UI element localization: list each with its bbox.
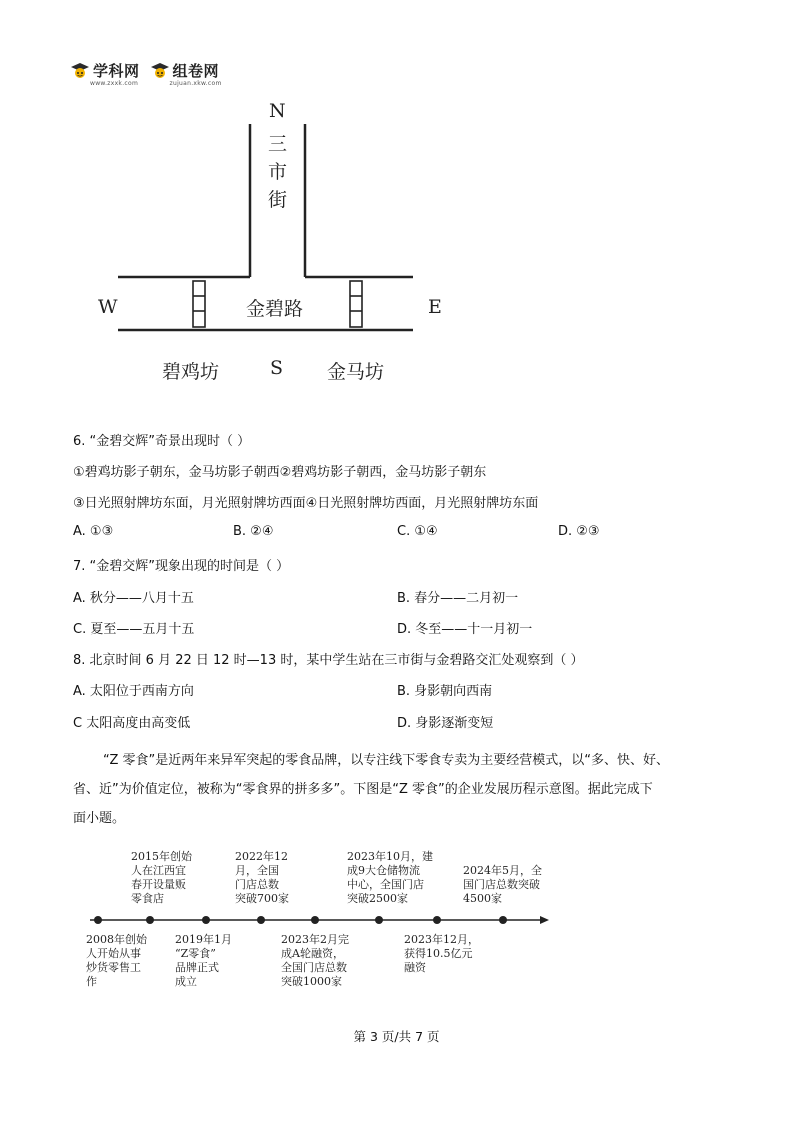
event-2022: 2022年12 月，全国 门店总数 突破700家 <box>235 850 289 905</box>
timeline-dot-2019 <box>202 916 210 924</box>
passage-line-1: “Z 零食”是近两年来异军突起的零食品牌，以专注线下零食专卖为主要经营模式，以“多、快、好、 <box>103 753 670 768</box>
q8-option-b[interactable]: B. 身影朝向西南 <box>397 684 493 699</box>
q6-option-c[interactable]: C. ①④ <box>397 524 438 539</box>
event-2023-12: 2023年12月， 获得10.5亿元 融资 <box>404 933 479 974</box>
event-2015: 2015年创始 人在江西宜 春开设量贩 零食店 <box>131 850 192 905</box>
passage-line-2: 省、近”为价值定位，被称为“零食界的拼多多”。下图是“Z 零食”的企业发展历程示意图。据此完成下 <box>73 782 653 797</box>
timeline-dot-2024-05 <box>499 916 507 924</box>
q7-stem: 7. “金碧交辉”现象出现的时间是（ ） <box>73 559 290 574</box>
q6-statement-2: ③日光照射牌坊东面，月光照射牌坊西面④日光照射牌坊西面，月光照射牌坊东面 <box>73 496 539 511</box>
q8-option-d[interactable]: D. 身影逐渐变短 <box>397 716 494 731</box>
logo1-sub: www.zxxk.com <box>90 80 139 87</box>
timeline-dot-2023-12 <box>433 916 441 924</box>
west-label: W <box>98 296 118 318</box>
timeline-figure <box>0 840 793 1000</box>
page-number: 第 3 页/共 7 页 <box>353 1029 440 1044</box>
q6-option-d[interactable]: D. ②③ <box>558 524 600 539</box>
q7-option-d[interactable]: D. 冬至——十一月初一 <box>397 622 533 637</box>
q8-option-c[interactable]: C 太阳高度由高变低 <box>73 716 191 731</box>
q7-option-c[interactable]: C. 夏至——五月十五 <box>73 622 195 637</box>
q6-option-b[interactable]: B. ②④ <box>233 524 274 539</box>
bichi-arch-shape <box>193 281 205 327</box>
logo2-text: 组卷网 <box>172 62 220 80</box>
passage <box>73 746 723 833</box>
east-label: E <box>428 296 442 318</box>
bichi-arch-label: 碧鸡坊 <box>162 361 220 383</box>
street-map <box>0 0 793 400</box>
jinma-arch-label: 金马坊 <box>327 361 385 383</box>
timeline-dot-2008 <box>94 916 102 924</box>
q6-option-a[interactable]: A. ①③ <box>73 524 114 539</box>
street-lines <box>0 0 793 400</box>
timeline-dot-2023-02 <box>311 916 319 924</box>
passage-line-3: 面小题。 <box>73 811 126 826</box>
q6-statement-1: ①碧鸡坊影子朝东，金马坊影子朝西②碧鸡坊影子朝西，金马坊影子朝东 <box>73 465 487 480</box>
event-2023-10: 2023年10月，建 成9大仓储物流 中心，全国门店 突破2500家 <box>347 850 433 905</box>
logo2-sub: zujuan.xkw.com <box>169 80 222 87</box>
south-label: S <box>270 357 284 379</box>
q7-option-a[interactable]: A. 秋分——八月十五 <box>73 591 194 606</box>
timeline-dot-2023-10 <box>375 916 383 924</box>
q8-option-a[interactable]: A. 太阳位于西南方向 <box>73 684 194 699</box>
street-name-label: 三市街 <box>268 133 288 211</box>
event-2008: 2008年创始 人开始从事 炒货零售工 作 <box>86 933 147 988</box>
jinma-arch-shape <box>350 281 362 327</box>
q6-stem: 6. “金碧交辉”奇景出现时（ ） <box>73 434 251 449</box>
q7-option-b[interactable]: B. 春分——二月初一 <box>397 591 519 606</box>
north-label: N <box>269 100 286 122</box>
timeline-dot-2022 <box>257 916 265 924</box>
road-name-label: 金碧路 <box>246 298 304 320</box>
timeline-dot-2015 <box>146 916 154 924</box>
event-2019: 2019年1月 “Z零食” 品牌正式 成立 <box>175 933 232 988</box>
q8-stem: 8. 北京时间 6 月 22 日 12 时—13 时，某中学生站在三市街与金碧路交汇处观察到（ ） <box>73 653 584 668</box>
event-2023-02: 2023年2月完 成A轮融资， 全国门店总数 突破1000家 <box>281 933 349 988</box>
logo1-text: 学科网 <box>93 62 140 80</box>
event-2024-05: 2024年5月，全 国门店总数突破 4500家 <box>463 864 542 905</box>
